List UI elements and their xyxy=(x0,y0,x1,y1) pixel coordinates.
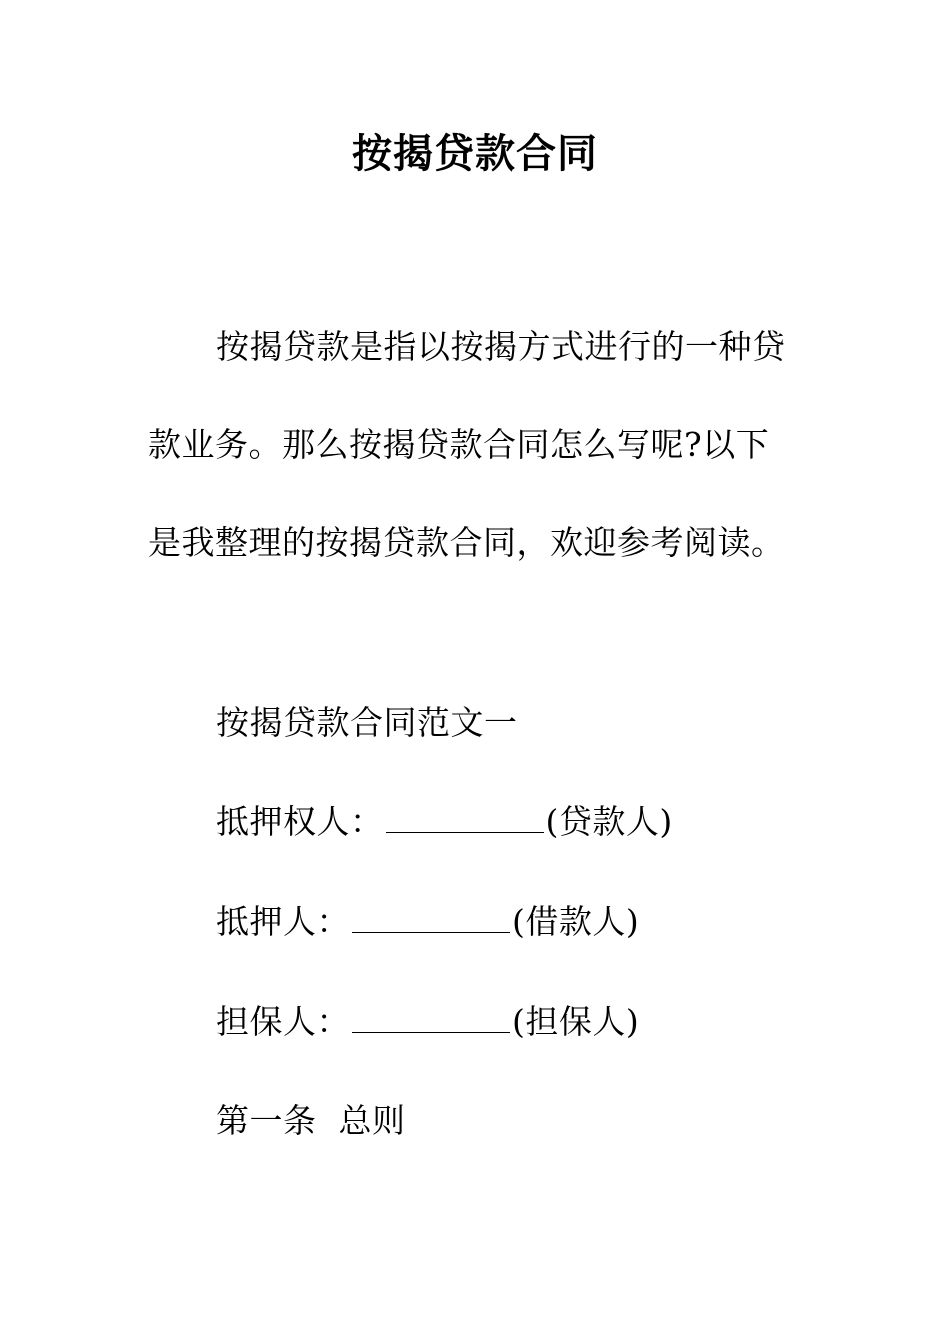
party-note: (借款人) xyxy=(512,902,640,941)
section-title: 按揭贷款合同范文一 xyxy=(216,703,518,742)
fill-in-blank xyxy=(386,802,544,833)
party-label: 抵押权人： xyxy=(216,802,384,841)
party-label: 担保人： xyxy=(216,1002,350,1041)
party-mortgagor xyxy=(216,900,639,944)
party-label: 抵押人： xyxy=(216,902,350,941)
party-guarantor xyxy=(216,1000,639,1044)
intro-paragraph: 按揭贷款是指以按揭方式进行的一种贷款业务。那么按揭贷款合同怎么写呢?以下是我整理的按揭贷款合同，欢迎参考阅读。 xyxy=(148,327,786,562)
article-heading: 第一条 总则 xyxy=(216,1101,406,1140)
fill-in-blank xyxy=(352,1002,510,1033)
party-note: (贷款人) xyxy=(545,802,673,841)
document-title: 按揭贷款合同 xyxy=(352,130,598,177)
party-mortgagee xyxy=(216,800,673,844)
fill-in-blank xyxy=(352,902,510,933)
party-note: (担保人) xyxy=(512,1002,640,1041)
